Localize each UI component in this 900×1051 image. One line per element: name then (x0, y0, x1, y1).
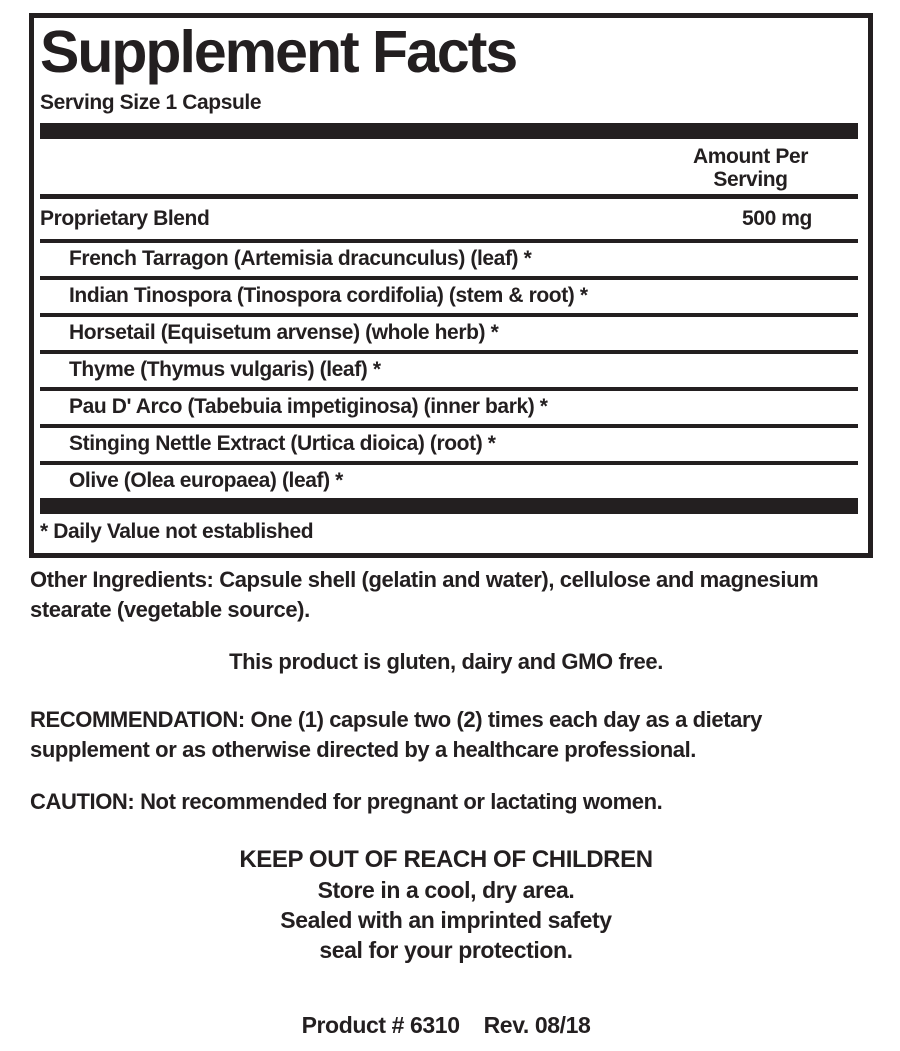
keep-out-block (30, 845, 862, 965)
ingredient-text: French Tarragon (Artemisia dracunculus) (leaf) * (69, 247, 532, 271)
free-note: This product is gluten, dairy and GMO free. (229, 649, 663, 674)
proprietary-blend-row (40, 199, 858, 239)
other-ingredients-text: Capsule shell (gelatin and water), cellulose and magnesium stearate (vegetable source). (30, 567, 819, 622)
blend-name: Proprietary Blend (40, 206, 210, 230)
amount-per-serving-header (40, 139, 858, 194)
ingredient-row (40, 276, 858, 313)
recommendation-text: One (1) capsule two (2) times each day as a dietary supplement or as otherwise directed by a healthcare professional. (30, 707, 762, 762)
caution-label: CAUTION: (30, 789, 135, 814)
divider-thick-top (40, 123, 858, 139)
product-number: Product # 6310 (301, 1012, 460, 1038)
ingredient-text: Horsetail (Equisetum arvense) (whole herb) * (69, 321, 499, 345)
divider-thick-bottom (40, 498, 858, 514)
recommendation (30, 705, 862, 765)
ingredient-text: Thyme (Thymus vulgaris) (leaf) * (69, 358, 381, 382)
keep-out-heading: KEEP OUT OF REACH OF CHILDREN (239, 846, 653, 873)
supplement-facts-panel (29, 13, 873, 558)
amount-header-line1: Amount Per (692, 144, 808, 168)
ingredient-text: Pau D' Arco (Tabebuia impetiginosa) (inner bark) * (69, 395, 548, 419)
daily-value-footnote: * Daily Value not established (40, 519, 314, 543)
storage-line: Sealed with an imprinted safety (280, 907, 612, 933)
caution (30, 787, 862, 817)
ingredient-row (40, 350, 858, 387)
serving-size: Serving Size 1 Capsule (40, 90, 262, 114)
amount-header-line2: Serving (713, 167, 788, 191)
label-info-section (30, 565, 862, 1040)
storage-line: Store in a cool, dry area. (317, 877, 575, 903)
panel-title: Supplement Facts (40, 19, 517, 85)
caution-text: Not recommended for pregnant or lactating women. (140, 789, 663, 814)
storage-line: seal for your protection. (319, 937, 573, 963)
recommendation-label: RECOMMENDATION: (30, 707, 245, 732)
ingredient-row (40, 239, 858, 276)
ingredient-text: Indian Tinospora (Tinospora cordifolia) (stem & root) * (69, 284, 588, 308)
ingredient-row (40, 313, 858, 350)
ingredient-row (40, 424, 858, 461)
revision-code: Rev. 08/18 (483, 1012, 591, 1038)
ingredient-row (40, 461, 858, 498)
other-ingredients-label: Other Ingredients: (30, 567, 214, 592)
ingredient-text: Stinging Nettle Extract (Urtica dioica) (root) * (69, 432, 496, 456)
product-info (30, 1010, 862, 1040)
other-ingredients (30, 565, 862, 625)
blend-amount: 500 mg (742, 206, 812, 230)
ingredient-text: Olive (Olea europaea) (leaf) * (69, 469, 343, 493)
ingredient-row (40, 387, 858, 424)
